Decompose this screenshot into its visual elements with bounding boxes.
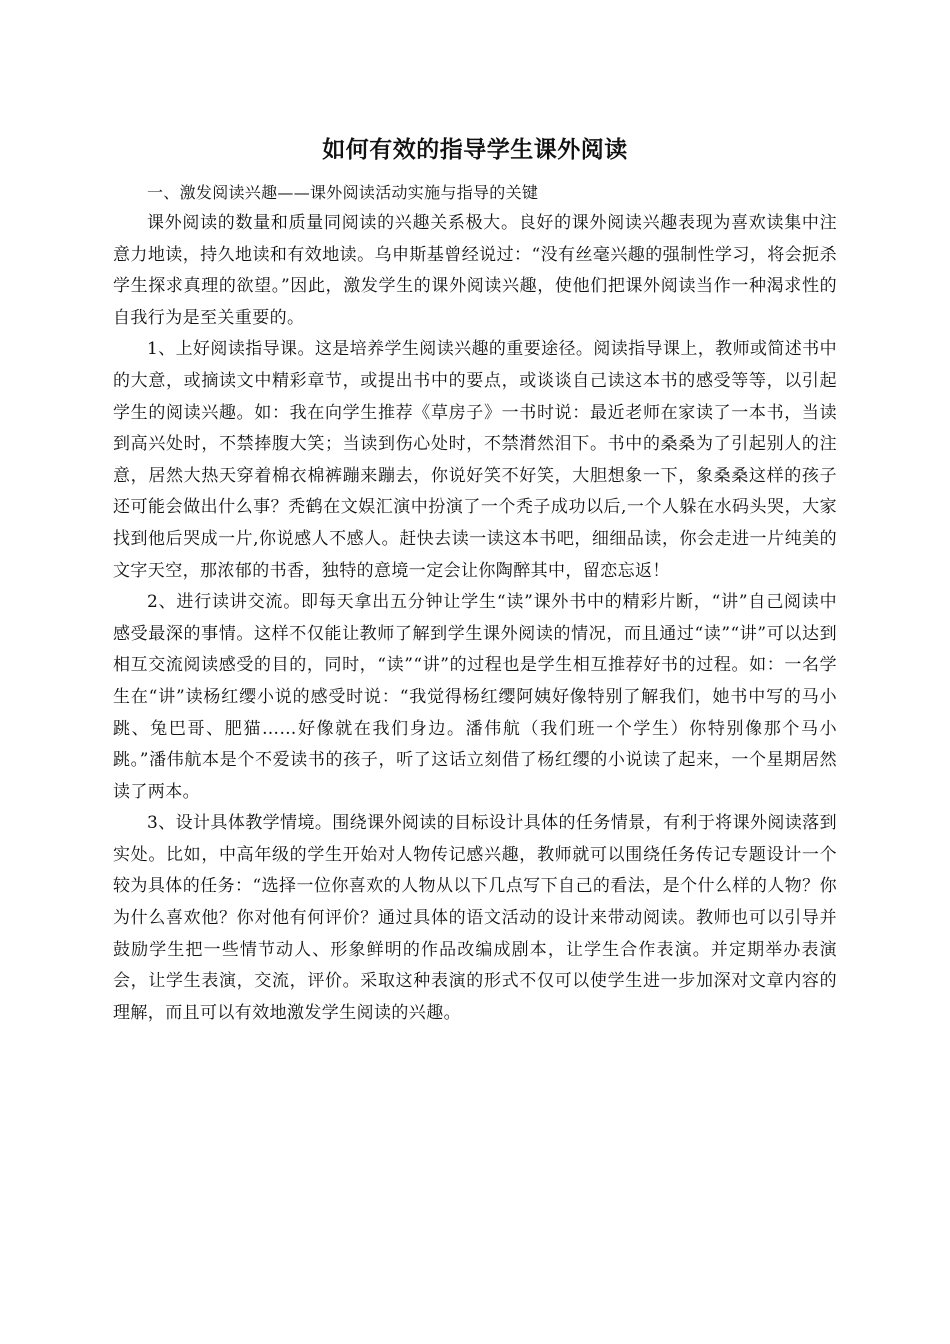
section-heading: 一、激发阅读兴趣——课外阅读活动实施与指导的关键 [147,183,539,202]
paragraph-intro: 课外阅读的数量和质量同阅读的兴趣关系极大。良好的课外阅读兴趣表现为喜欢读集中注意力地读，持久地读和有效地读。乌申斯基曾经说过：“没有丝毫兴趣的强制性学习，将会扼杀学生探求真理的欲望。”因此，激发学生的课外阅读兴趣，使他们把课外阅读当作一种渴求性的自我行为是至关重要的。 [113,213,837,328]
paragraph-point-1: 1、上好阅读指导课。这是培养学生阅读兴趣的重要途径。阅读指导课上，教师或简述书中的大意，或摘读文中精彩章节，或提出书中的要点，或谈谈自己读这本书的感受等等，以引起学生的阅读兴趣。如：我在向学生推荐《草房子》一书时说：最近老师在家读了一本书，当读到高兴处时，不禁捧腹大笑；当读到伤心处时，不禁潸然泪下。书中的桑桑为了引起别人的注意，居然大热天穿着棉衣棉裤蹦来蹦去，你说好笑不好笑，大胆想象一下，象桑桑这样的孩子还可能会做出什么事？秃鹤在文娱汇演中扮演了一个秃子成功以后,一个人躲在水码头哭，大家找到他后哭成一片,你说感人不感人。赶快去读一读这本书吧，细细品读，你会走进一片纯美的文字天空，那浓郁的书香，独特的意境一定会让你陶醉其中，留恋忘返！ [113,339,837,581]
paragraph-point-3: 3、设计具体教学情境。围绕课外阅读的目标设计具体的任务情景，有利于将课外阅读落到实处。比如，中高年级的学生开始对人物传记感兴趣，教师就可以围绕任务传记专题设计一个较为具体的任务：“选择一位你喜欢的人物从以下几点写下自己的看法，是个什么样的人物？你为什么喜欢他？你对他有何评价？通过具体的语文活动的设计来带动阅读。教师也可以引导并鼓励学生把一些情节动人、形象鲜明的作品改编成剧本，让学生合作表演。并定期举办表演会，让学生表演，交流，评价。采取这种表演的形式不仅可以使学生进一步加深对文章内容的理解，而且可以有效地激发学生阅读的兴趣。 [113,813,837,1023]
paragraph-point-2: 2、进行读讲交流。即每天拿出五分钟让学生“读”课外书中的精彩片断，“讲”自己阅读中感受最深的事情。这样不仅能让教师了解到学生课外阅读的情况，而且通过“读”“讲”可以达到相互交流阅读感受的目的，同时，“读”“讲”的过程也是学生相互推荐好书的过程。如：一名学生在“讲”读杨红缨小说的感受时说：“我觉得杨红缨阿姨好像特别了解我们，她书中写的马小跳、兔巴哥、肥猫……好像就在我们身边。潘伟航（我们班一个学生）你特别像那个马小跳。”潘伟航本是个不爱读书的孩子，听了这话立刻借了杨红缨的小说读了起来，一个星期居然读了两本。 [113,592,837,802]
document-body [113,132,837,1029]
document-title: 如何有效的指导学生课外阅读 [322,136,628,163]
